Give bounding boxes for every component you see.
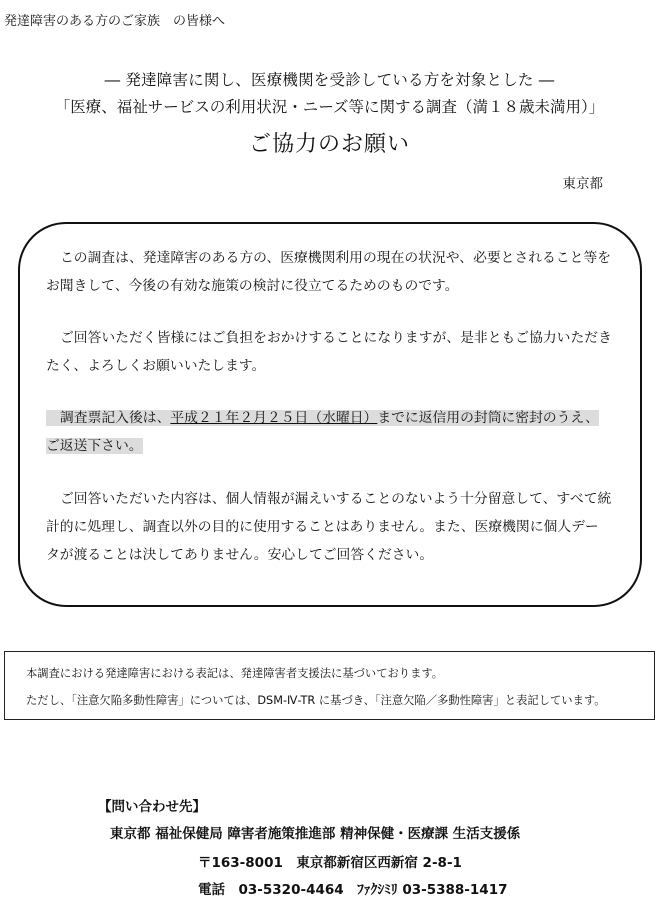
contact-phone: 電話 03-5320-4464 ﾌｧｸｼﾐﾘ 03-5388-1417 [198, 882, 508, 898]
paragraph-deadline [46, 404, 612, 460]
paragraph-privacy [46, 485, 612, 569]
terminology-note-box [4, 651, 655, 720]
paragraph-request-text: ご回答いただく皆様にはご負担をおかけすることになりますが、是非ともご協力いただきたく、よろしくお願いいたします。 [46, 330, 612, 374]
issuing-organization: 東京都 [562, 176, 603, 192]
deadline-prefix: 調査票記入後は、 [60, 410, 171, 426]
contact-heading: 【問い合わせ先】 [98, 799, 206, 815]
page-heading: ご協力のお願い [248, 132, 410, 157]
deadline-date: 平成２１年２月２５日（水曜日） [170, 410, 378, 426]
paragraph-purpose-text: この調査は、発達障害のある方の、医療機関利用の現在の状況や、必要とされること等をお聞きして、今後の有効な施策の検討に役立てるためのものです。 [46, 250, 612, 294]
survey-subtitle: ― 発達障害に関し、医療機関を受診している方を対象とした ― [104, 71, 555, 89]
note-line-2: ただし、「注意欠陥多動性障害」については、DSM-Ⅳ-TR に基づき、「注意欠陥／多動性障害」と表記しています。 [26, 694, 606, 707]
deadline-suffix: までに返信用の封筒に密封のうえ、ご返送下さい。 [46, 410, 599, 454]
paragraph-request [46, 324, 612, 380]
addressee: 発達障害のある方のご家族 の皆様へ [4, 14, 226, 29]
paragraph-purpose [46, 244, 612, 300]
note-line-1: 本調査における発達障害における表記は、発達障害者支援法に基づいております。 [26, 667, 444, 680]
contact-department: 東京都 福祉保健局 障害者施策推進部 精神保健・医療課 生活支援係 [110, 826, 521, 842]
paragraph-privacy-text: ご回答いただいた内容は、個人情報が漏えいすることのないよう十分留意して、すべて統計的に処理し、調査以外の目的に使用することはありません。また、医療機関に個人データが渡ることは決してありません。安心してご回答ください。 [46, 491, 612, 563]
contact-address: 〒163-8001 東京都新宿区西新宿 2-8-1 [198, 855, 462, 871]
survey-title: 「医療、福祉サービスの利用状況・ニーズ等に関する調査（満１８歳未満用）」 [54, 98, 605, 116]
